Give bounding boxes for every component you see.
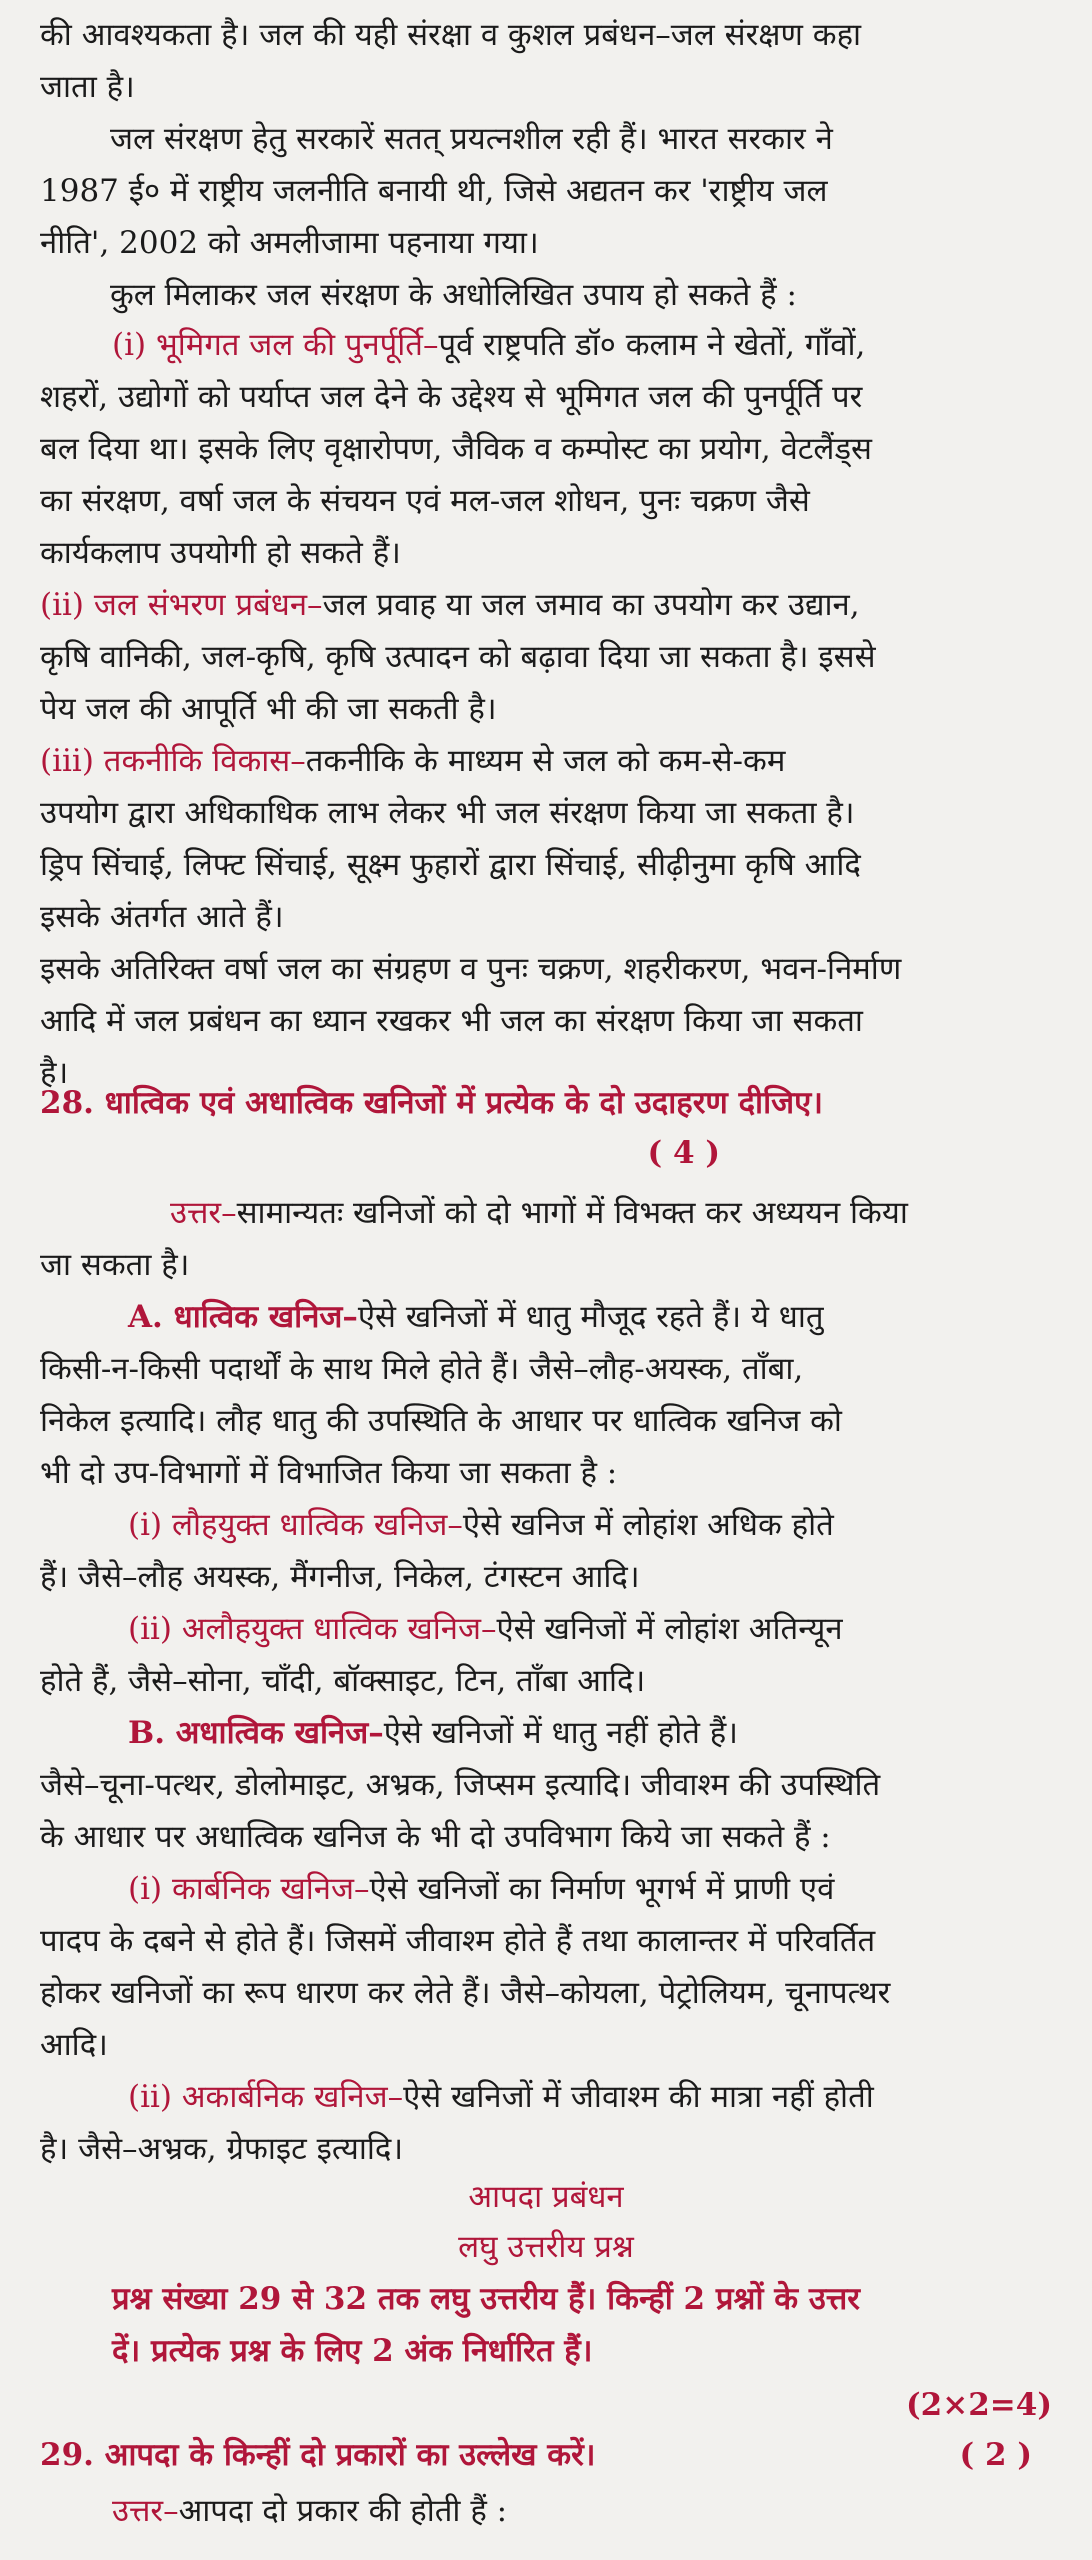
question-28: 28. धात्विक एवं अधात्विक खनिजों में प्रत्येक के दो उदाहरण दीजिए। <box>40 1085 824 1121</box>
text-line <box>40 580 1052 630</box>
text-line: है। जैसे–अभ्रक, ग्रेफाइट इत्यादि। <box>40 2131 404 2167</box>
subheading-technical-development: (iii) तकनीकि विकास– <box>40 743 306 779</box>
text-line <box>40 1188 1052 1238</box>
subheading-ferrous-minerals: (i) लौहयुक्त धात्विक खनिज– <box>128 1507 463 1543</box>
text-line: जल संरक्षण हेतु सरकारें सतत् प्रयत्नशील रही हैं। भारत सरकार ने <box>110 121 833 157</box>
text-line: ड्रिप सिंचाई, लिफ्ट सिंचाई, सूक्ष्म फुहारों द्वारा सिंचाई, सीढ़ीनुमा कृषि आदि <box>40 847 861 883</box>
subheading-groundwater-recharge: (i) भूमिगत जल की पुनर्पूर्ति– <box>112 327 439 363</box>
inline-text: ऐसे खनिजों में धातु मौजूद रहते हैं। ये धातु <box>357 1299 824 1335</box>
subheading-metallic-minerals: A. धात्विक खनिज– <box>128 1299 358 1335</box>
subheading-non-ferrous-minerals: (ii) अलौहयुक्त धात्विक खनिज– <box>128 1611 497 1647</box>
inline-text: सामान्यतः खनिजों को दो भागों में विभक्त कर अध्ययन किया <box>236 1195 908 1231</box>
section-title-disaster-management: आपदा प्रबंधन <box>468 2179 624 2215</box>
inline-text: आपदा दो प्रकार की होती हैं : <box>178 2493 508 2529</box>
text-line <box>40 1864 1052 1914</box>
text-line: हैं। जैसे–लौह अयस्क, मैंगनीज, निकेल, टंगस्टन आदि। <box>40 1559 640 1595</box>
text-line: जा सकता है। <box>40 1247 190 1283</box>
subheading-organic-minerals: (i) कार्बनिक खनिज– <box>128 1871 370 1907</box>
inline-text: जल प्रवाह या जल जमाव का उपयोग कर उद्यान, <box>322 587 860 623</box>
text-line: आदि। <box>40 2027 108 2063</box>
text-line: भी दो उप-विभागों में विभाजित किया जा सकता है : <box>40 1455 618 1491</box>
question-29-text: 29. आपदा के किन्हीं दो प्रकारों का उल्लेख करें। <box>40 2437 596 2473</box>
text-line: 1987 ई० में राष्ट्रीय जलनीति बनायी थी, जिसे अद्यतन कर 'राष्ट्रीय जल <box>40 173 828 209</box>
instruction-line: प्रश्न संख्या 29 से 32 तक लघु उत्तरीय हैं। किन्हीं 2 प्रश्नों के उत्तर <box>112 2281 860 2317</box>
instruction-line: दें। प्रत्येक प्रश्न के लिए 2 अंक निर्धारित हैं। <box>112 2333 593 2369</box>
text-line: पादप के दबने से होते हैं। जिसमें जीवाश्म होते हैं तथा कालान्तर में परिवर्तित <box>40 1923 876 1959</box>
text-line: की आवश्यकता है। जल की यही संरक्षा व कुशल प्रबंधन–जल संरक्षण कहा <box>40 17 862 53</box>
text-line: का संरक्षण, वर्षा जल के संचयन एवं मल-जल शोधन, पुनः चक्रण जैसे <box>40 483 810 519</box>
text-line: इसके अंतर्गत आते हैं। <box>40 899 284 935</box>
text-line: कार्यकलाप उपयोगी हो सकते हैं। <box>40 535 401 571</box>
text-line <box>40 1500 1052 1550</box>
text-line: नीति', 2002 को अमलीजामा पहनाया गया। <box>40 225 539 261</box>
question-29-marks: ( 2 ) <box>959 2437 1032 2473</box>
text-line: निकेल इत्यादि। लौह धातु की उपस्थिति के आधार पर धात्विक खनिज को <box>40 1403 842 1439</box>
text-line: होकर खनिजों का रूप धारण कर लेते हैं। जैसे–कोयला, पेट्रोलियम, चूनापत्थर <box>40 1975 891 2011</box>
subheading-non-metallic-minerals: B. अधात्विक खनिज– <box>128 1715 384 1751</box>
text-line <box>40 1292 1052 1342</box>
text-line: के आधार पर अधात्विक खनिज के भी दो उपविभाग किये जा सकते हैं : <box>40 1819 831 1855</box>
text-line: कुल मिलाकर जल संरक्षण के अधोलिखित उपाय हो सकते हैं : <box>110 277 797 313</box>
text-line: जाता है। <box>40 69 135 105</box>
instruction-marks: (2×2=4) <box>906 2387 1052 2423</box>
inline-text: पूर्व राष्ट्रपति डॉ० कलाम ने खेतों, गाँवों, <box>438 327 866 363</box>
question-28-marks: ( 4 ) <box>647 1135 720 1171</box>
answer-label: उत्तर– <box>112 2493 179 2529</box>
text-line <box>40 2486 1052 2536</box>
subheading-watershed-management: (ii) जल संभरण प्रबंधन– <box>40 587 323 623</box>
text-line: आदि में जल प्रबंधन का ध्यान रखकर भी जल का संरक्षण किया जा सकता <box>40 1003 863 1039</box>
text-line: होते हैं, जैसे–सोना, चाँदी, बॉक्साइट, टिन, ताँबा आदि। <box>40 1663 646 1699</box>
inline-text: ऐसे खनिजों का निर्माण भूगर्भ में प्राणी एवं <box>369 1871 835 1907</box>
inline-text: ऐसे खनिज में लोहांश अधिक होते <box>462 1507 834 1543</box>
text-line <box>40 1604 1052 1654</box>
text-line <box>40 2072 1052 2122</box>
text-line: शहरों, उद्योगों को पर्याप्त जल देने के उद्देश्य से भूमिगत जल की पुनर्पूर्ति पर <box>40 379 863 415</box>
inline-text: ऐसे खनिजों में लोहांश अतिन्यून <box>496 1611 843 1647</box>
text-line <box>40 320 1052 370</box>
text-line: किसी-न-किसी पदार्थों के साथ मिले होते हैं। जैसे–लौह-अयस्क, ताँबा, <box>40 1351 804 1387</box>
text-line <box>40 736 1052 786</box>
inline-text: ऐसे खनिजों में जीवाश्म की मात्रा नहीं होती <box>403 2079 874 2115</box>
text-line: कृषि वानिकी, जल-कृषि, कृषि उत्पादन को बढ़ावा दिया जा सकता है। इससे <box>40 639 876 675</box>
inline-text: तकनीकि के माध्यम से जल को कम-से-कम <box>305 743 786 779</box>
text-line: जैसे–चूना-पत्थर, डोलोमाइट, अभ्रक, जिप्सम इत्यादि। जीवाश्म की उपस्थिति <box>40 1767 881 1803</box>
section-subtitle-short-answer: लघु उत्तरीय प्रश्न <box>458 2229 634 2265</box>
inline-text: ऐसे खनिजों में धातु नहीं होते हैं। <box>383 1715 738 1751</box>
text-line: इसके अतिरिक्त वर्षा जल का संग्रहण व पुनः चक्रण, शहरीकरण, भवन-निर्माण <box>40 951 902 987</box>
text-line: है। <box>40 1055 69 1091</box>
text-line: पेय जल की आपूर्ति भी की जा सकती है। <box>40 691 497 727</box>
text-line: उपयोग द्वारा अधिकाधिक लाभ लेकर भी जल संरक्षण किया जा सकता है। <box>40 795 855 831</box>
answer-label: उत्तर– <box>170 1195 237 1231</box>
text-line <box>40 1708 1052 1758</box>
text-line: बल दिया था। इसके लिए वृक्षारोपण, जैविक व कम्पोस्ट का प्रयोग, वेटलैंड्स <box>40 431 872 467</box>
question-29 <box>40 2430 1052 2480</box>
subheading-inorganic-minerals: (ii) अकार्बनिक खनिज– <box>128 2079 404 2115</box>
